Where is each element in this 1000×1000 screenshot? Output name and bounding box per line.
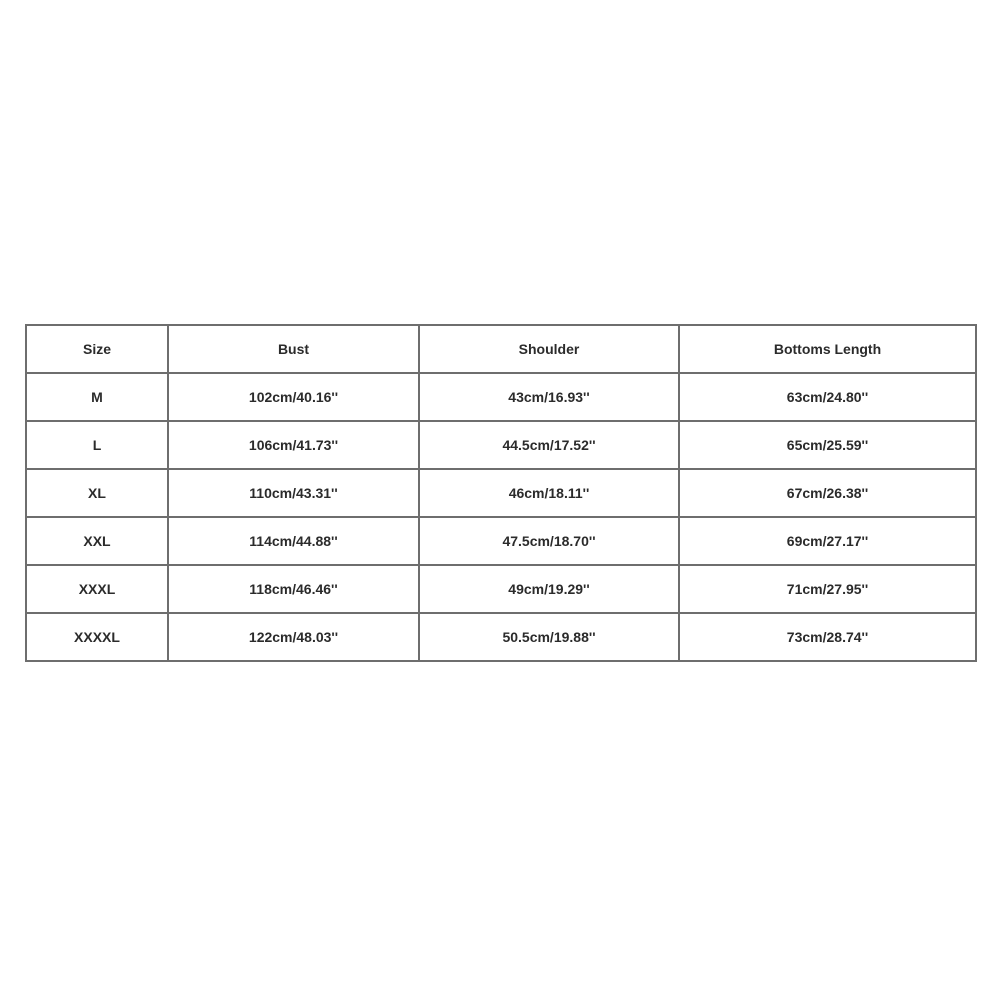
cell-bust: 122cm/48.03'' (168, 613, 419, 661)
cell-size: XXL (26, 517, 168, 565)
table-header-row (26, 325, 976, 373)
cell-shoulder: 50.5cm/19.88'' (419, 613, 679, 661)
table-row (26, 373, 976, 421)
cell-bust: 118cm/46.46'' (168, 565, 419, 613)
cell-bust: 110cm/43.31'' (168, 469, 419, 517)
cell-shoulder: 46cm/18.11'' (419, 469, 679, 517)
table-row (26, 565, 976, 613)
cell-size: M (26, 373, 168, 421)
cell-bust: 114cm/44.88'' (168, 517, 419, 565)
cell-bottoms-length: 69cm/27.17'' (679, 517, 976, 565)
table-row (26, 421, 976, 469)
cell-shoulder: 43cm/16.93'' (419, 373, 679, 421)
cell-shoulder: 49cm/19.29'' (419, 565, 679, 613)
cell-bottoms-length: 73cm/28.74'' (679, 613, 976, 661)
table-row (26, 517, 976, 565)
cell-bottoms-length: 65cm/25.59'' (679, 421, 976, 469)
header-bust: Bust (168, 325, 419, 373)
cell-size: XXXL (26, 565, 168, 613)
header-bottoms-length: Bottoms Length (679, 325, 976, 373)
table-row (26, 469, 976, 517)
cell-size: XXXXL (26, 613, 168, 661)
cell-bottoms-length: 67cm/26.38'' (679, 469, 976, 517)
table-row (26, 613, 976, 661)
cell-bust: 102cm/40.16'' (168, 373, 419, 421)
cell-bust: 106cm/41.73'' (168, 421, 419, 469)
cell-bottoms-length: 63cm/24.80'' (679, 373, 976, 421)
cell-bottoms-length: 71cm/27.95'' (679, 565, 976, 613)
header-shoulder: Shoulder (419, 325, 679, 373)
size-chart-table (25, 324, 977, 662)
header-size: Size (26, 325, 168, 373)
cell-shoulder: 47.5cm/18.70'' (419, 517, 679, 565)
cell-shoulder: 44.5cm/17.52'' (419, 421, 679, 469)
cell-size: XL (26, 469, 168, 517)
cell-size: L (26, 421, 168, 469)
